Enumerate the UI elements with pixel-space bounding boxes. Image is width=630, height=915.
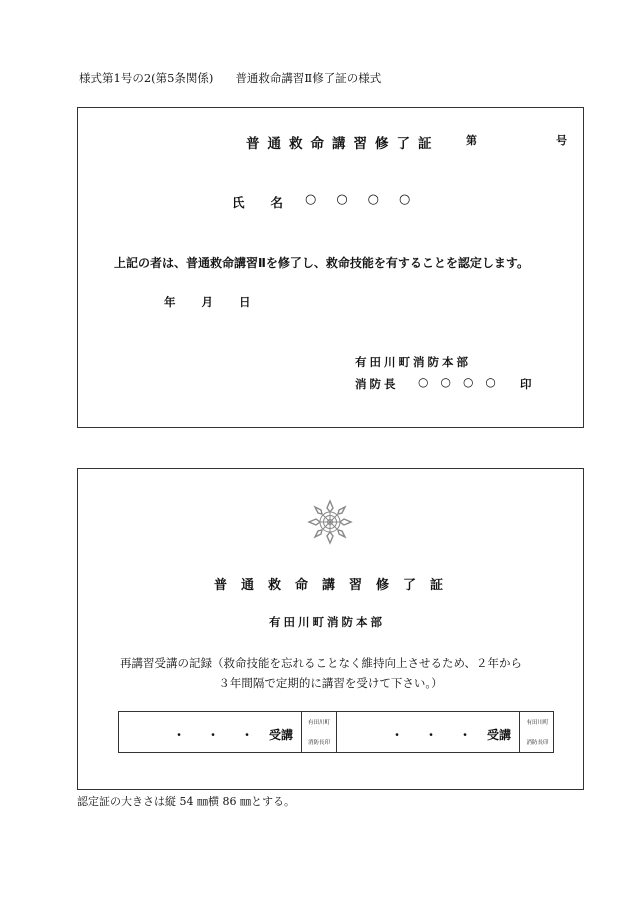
name-label: 氏名	[232, 195, 310, 210]
record-stamp-1	[302, 712, 337, 752]
size-note: 認定証の大きさは縦 54 ㎜横 86 ㎜とする。	[77, 795, 295, 808]
record-entry-1	[119, 712, 302, 752]
seal-mark: 印	[520, 377, 532, 391]
form-number: 様式第1号の2(第5条関係)	[79, 71, 214, 85]
record-attend-label: 受講	[486, 728, 511, 742]
form-title	[79, 70, 381, 86]
form-name: 普通救命講習Ⅱ修了証の様式	[235, 71, 382, 85]
renewal-record-table	[118, 711, 554, 753]
stamp-town: 有田川町	[307, 720, 330, 726]
renewal-note-line-1: 再講習受講の記録（救命技能を忘れることなく維持向上させるため、２年から	[120, 656, 523, 670]
front-title: 普通救命講習修了証	[246, 136, 440, 152]
record-date-dots: ・・・	[173, 728, 276, 742]
stamp-chief: 消防長印	[307, 740, 330, 746]
record-date-dots: ・・・	[391, 728, 494, 742]
back-title: 普通救命講習修了証	[214, 578, 458, 593]
certificate-number-prefix: 第	[466, 134, 477, 147]
back-issuer: 有田川町消防本部	[269, 615, 385, 629]
fire-department-emblem-icon	[307, 499, 353, 545]
certificate-front	[77, 107, 584, 428]
certificate-back	[77, 468, 584, 790]
stamp-chief: 消防長印	[526, 740, 549, 746]
issue-date: 年月日	[164, 295, 277, 309]
certificate-number-suffix: 号	[556, 134, 567, 147]
name-value: ○○○○	[305, 192, 431, 207]
record-stamp-2	[520, 712, 555, 752]
renewal-note-line-2: ３年間隔で定期的に講習を受けて下さい。）	[218, 676, 443, 690]
record-entry-2	[337, 712, 520, 752]
stamp-town: 有田川町	[526, 720, 549, 726]
front-issuer: 有田川町消防本部	[355, 355, 471, 369]
certification-statement: 上記の者は、普通救命講習Ⅱを修了し、救命技能を有することを認定します。	[114, 256, 529, 270]
chief-name: ○○○○	[418, 375, 508, 389]
chief-label: 消防長	[355, 377, 399, 391]
record-attend-label: 受講	[268, 728, 293, 742]
